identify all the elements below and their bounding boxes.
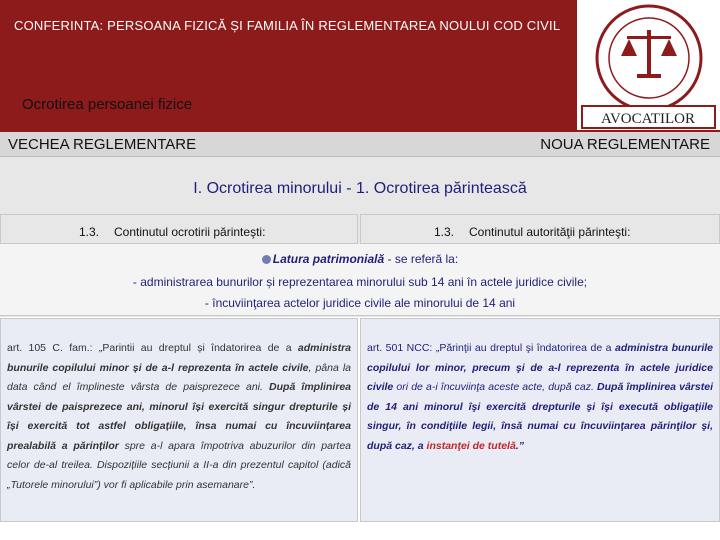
bullet-icon	[262, 255, 271, 264]
logo-svg	[577, 0, 720, 130]
new-regulation-label: NOUA REGLEMENTARE	[540, 136, 710, 153]
new-regulation-text	[360, 318, 720, 522]
patrimonial-box	[0, 244, 720, 316]
left-column-header	[0, 214, 358, 244]
left-column-number: 1.3.	[79, 225, 100, 239]
left-column-title: Continutul ocrotirii părinteşti:	[114, 225, 266, 239]
patrimonial-heading-rest: - se referă la:	[384, 252, 459, 266]
right-column-title: Continutul autorităţii părinteşti:	[469, 225, 631, 239]
conference-title: CONFERINTA: PERSOANA FIZICĂ ȘI FAMILIA ÎN REGLEMENTAREA NOULUI COD CIVIL	[14, 18, 561, 33]
logo-text: AVOCATILOR	[601, 111, 695, 127]
page-subtitle: Ocrotirea persoanei fizice	[22, 96, 193, 113]
old-regulation-label: VECHEA REGLEMENTARE	[8, 136, 197, 153]
old-text-part: spre a-l apara împotriva abuzurilor din partea celor de-al treilea. Dispozițiile secțiunii a II-a din prezentul capitol (adică „Tutorele minorului”) vor fi aplicabile prin asemanare”.	[7, 439, 351, 491]
patrimonial-heading	[0, 252, 720, 266]
old-text-bold: administra bunurile copilului minor și de a-l reprezenta în actele civile	[7, 342, 351, 374]
scales-icon	[621, 30, 677, 78]
new-text-bold: După împlinirea vârstei de 14 ani minorul îşi exercită drepturile şi îşi execută obligaţiile singur, în condiţiile legii, însă numai cu încuviinţarea părinţilor şi, după caz, a	[367, 381, 713, 452]
new-text-part: art. 501 NCC: „Părinţii au dreptul şi îndatorirea de a	[367, 342, 615, 354]
new-text-bold: administra bunurile copilului lor minor, precum şi de a-l reprezenta în actele juridice civile	[367, 342, 713, 393]
old-text-part: , pâna la data când el împlineste vârsta de paisprezece ani.	[7, 361, 351, 393]
patrimonial-heading-text: Latura patrimonială	[272, 252, 385, 266]
patrimonial-line-1: - administrarea bunurilor și reprezentarea minorului sub 14 ani în actele juridice civile;	[132, 275, 588, 289]
right-column-number: 1.3.	[434, 225, 455, 239]
new-text-part: ori de a-i încuviinţa aceste acte, după caz.	[393, 381, 598, 393]
right-column-header	[360, 214, 720, 244]
new-text-end: .”	[515, 439, 524, 452]
patrimonial-line-2: - încuviinţarea actelor juridice civile ale minorului de 14 ani	[204, 296, 516, 310]
new-text-highlight: instanţei de tutelă	[426, 439, 516, 452]
section-title: I. Ocrotirea minorului - 1. Ocrotirea părintească	[193, 180, 527, 197]
old-text-bold: După împlinirea vârstei de paisprezece ani, minorul își exercită singur drepturile și își exercită tot astfel obligațiile, însa numai cu încuviințarea prealabilă a părinților	[7, 381, 352, 452]
association-logo	[577, 0, 720, 130]
old-text-part: art. 105 C. fam.: „Parintii au dreptul și îndatorirea de a	[7, 342, 298, 354]
old-regulation-text	[0, 318, 358, 522]
